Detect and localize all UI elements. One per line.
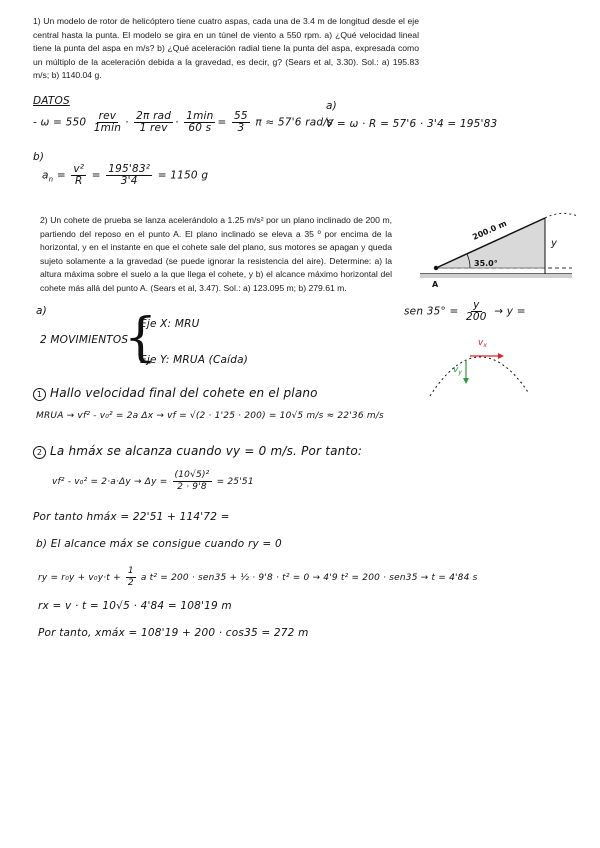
angle-label: 35.0° [474, 259, 498, 268]
rx-equation: rx = v · t = 10√5 · 4'84 = 108'19 m [38, 600, 232, 612]
step-1-heading [33, 386, 318, 401]
step-1-text: Hallo velocidad final del cohete en el plano [50, 386, 318, 400]
step-2-equation [52, 470, 254, 493]
vy-label: $v_y$ [453, 365, 462, 376]
fraction-half [126, 566, 136, 589]
step-1-equation: MRUA → vf² - v₀² = 2a Δx → vf = √(2 · 1'25 · 200) = 10√5 m/s ≈ 22'36 m/s [36, 411, 384, 421]
point-a-label: A [432, 280, 439, 289]
fraction-num: rev [98, 110, 117, 122]
fraction-values [106, 164, 152, 187]
trajectory-arc [430, 357, 528, 396]
fraction-v2-r [71, 164, 86, 187]
trajectory-sketch [424, 330, 534, 400]
sen-lhs: sen 35° = [404, 305, 459, 318]
vx-arrowhead [498, 353, 504, 359]
final-result: Por tanto, xmáx = 108'19 + 200 · cos35 = 272 m [38, 627, 309, 639]
ry-lhs: ry = r₀y + v₀y·t + [38, 573, 124, 583]
length-label: 200.0 m [471, 218, 509, 242]
part-a-label-2: a) [36, 305, 47, 317]
fraction-den: 1 rev [139, 122, 168, 134]
fraction-den: 2 [127, 578, 134, 588]
fraction-dy [173, 470, 212, 493]
sen-rhs: → y = [494, 305, 526, 318]
fraction-den: R [75, 175, 83, 187]
fraction-y-200 [464, 300, 489, 323]
part-b-label-1: b) [33, 151, 45, 163]
y-label: y [551, 238, 557, 249]
fraction-den: 1min [93, 122, 122, 134]
step-2-text: La hmáx se alcanza cuando vy = 0 m/s. Por tanto: [50, 444, 363, 458]
fraction-den: 2 · 9'8 [177, 482, 207, 492]
ground-shade [420, 274, 572, 278]
point-a-dot [434, 266, 438, 270]
an-result: = 1150 g [157, 169, 209, 182]
part-a-label-1: a) [326, 100, 337, 112]
omega-conversion: - ω = 550 $\frac{\text{rev}}{1\min}$ · $\frac{\text{2π rad}}{\text{1 rev}}$ · $\frac{1\min}{60 s}$ = $\frac{55}{3}$ π ≈ 57'6 rad/s [33, 110, 333, 134]
an-symbol: a [42, 169, 49, 182]
fraction-num: 1min [186, 110, 214, 122]
fraction-num: 55 [234, 110, 248, 122]
fraction-rev-min [92, 111, 123, 134]
fraction-min-s [184, 111, 215, 134]
datos-label: DATOS [33, 95, 70, 107]
y-axis-movement: Eje Y: MRUA (Caída) [140, 354, 249, 366]
fraction-den: 200 [466, 311, 487, 323]
step-2-lhs: vf² - v₀² = 2·a·Δy → Δy = [52, 477, 168, 487]
vy-arrowhead [463, 378, 469, 384]
fraction-num: y [473, 299, 480, 311]
ry-equation [38, 566, 477, 589]
hmax-result: Por tanto hmáx = 22'51 + 114'72 = [33, 511, 230, 523]
step-2-heading [33, 444, 362, 459]
part-a-equation-1: V = ω · R = 57'6 · 3'4 = 195'83 [326, 118, 498, 130]
part-b-heading-2: b) El alcance máx se consigue cuando ry = 0 [36, 538, 282, 550]
fraction-num: 1 [127, 566, 134, 576]
fraction-rad-rev [134, 111, 173, 134]
an-subscript: n [48, 175, 54, 184]
problem-2-text: 2) Un cohete de prueba se lanza acelerándolo a 1.25 m/s² por un plano inclinado de 200 m, partiendo del reposo en el punto A. El plano inclinado se eleva a 35 º por encima de la horizontal, y en el instante en que el cohete sale del plano, sus motores se apagan y queda sujeto solamente a la gravedad (se puede ignorar la resistencia del aire). Determine: a) la altura máxima sobre el suelo a la que llega el cohete, y b) el alcance máximo horizontal del cohete más allá del punto A. (Sears et al, 3.47). Sol.: a) 123.095 m; b) 279.61 m. [40, 215, 392, 293]
vx-label: $v_x$ [478, 338, 487, 349]
step-2-number: 2 [33, 446, 46, 459]
omega-lhs: - ω = 550 [33, 116, 87, 129]
radial-acceleration-equation: $a_n$ = $\frac{\text{v²}}{R}$ = $\frac{\text{195'83²}}{3'4}$ = 1150 g [42, 163, 209, 187]
two-movements-label: 2 MOVIMIENTOS [40, 334, 129, 346]
fraction-num: 195'83² [108, 163, 151, 175]
omega-rhs: π ≈ 57'6 rad/s [255, 116, 333, 129]
ry-rhs: a t² = 200 · sen35 + ½ · 9'8 · t² = 0 → 4'9 t² = 200 · sen35 → t = 4'84 s [140, 573, 478, 583]
step-2-rhs: = 25'51 [216, 477, 254, 487]
sin-equation [404, 300, 526, 323]
fraction-num: 2π rad [136, 110, 172, 122]
fraction-55-3 [232, 111, 250, 134]
curly-brace: { [124, 308, 158, 368]
x-axis-movement: Eje X: MRU [140, 318, 200, 330]
problem-1-text: 1) Un modelo de rotor de helicóptero tiene cuatro aspas, cada una de 3.4 m de longitud desde el eje central hasta la punta. El modelo se gira en un túnel de viento a 550 rpm. a) ¿Qué velocidad lineal tiene la punta del aspa en m/s? b) ¿Qué aceleración radial tiene la punta del aspa, expresada como un múltiplo de la aceleración debida a la gravedad, es decir, g? (Sears et al, 3.30). Sol.: a) 195.83 m/s; b) 1140.04 g. [33, 16, 419, 81]
trajectory-dashed [545, 213, 578, 218]
fraction-den: 3'4 [120, 175, 138, 187]
fraction-den: 60 s [188, 122, 212, 134]
fraction-den: 3 [237, 122, 245, 134]
fraction-num: v² [73, 163, 85, 175]
step-1-number: 1 [33, 388, 46, 401]
fraction-num: (10√5)² [174, 470, 210, 480]
